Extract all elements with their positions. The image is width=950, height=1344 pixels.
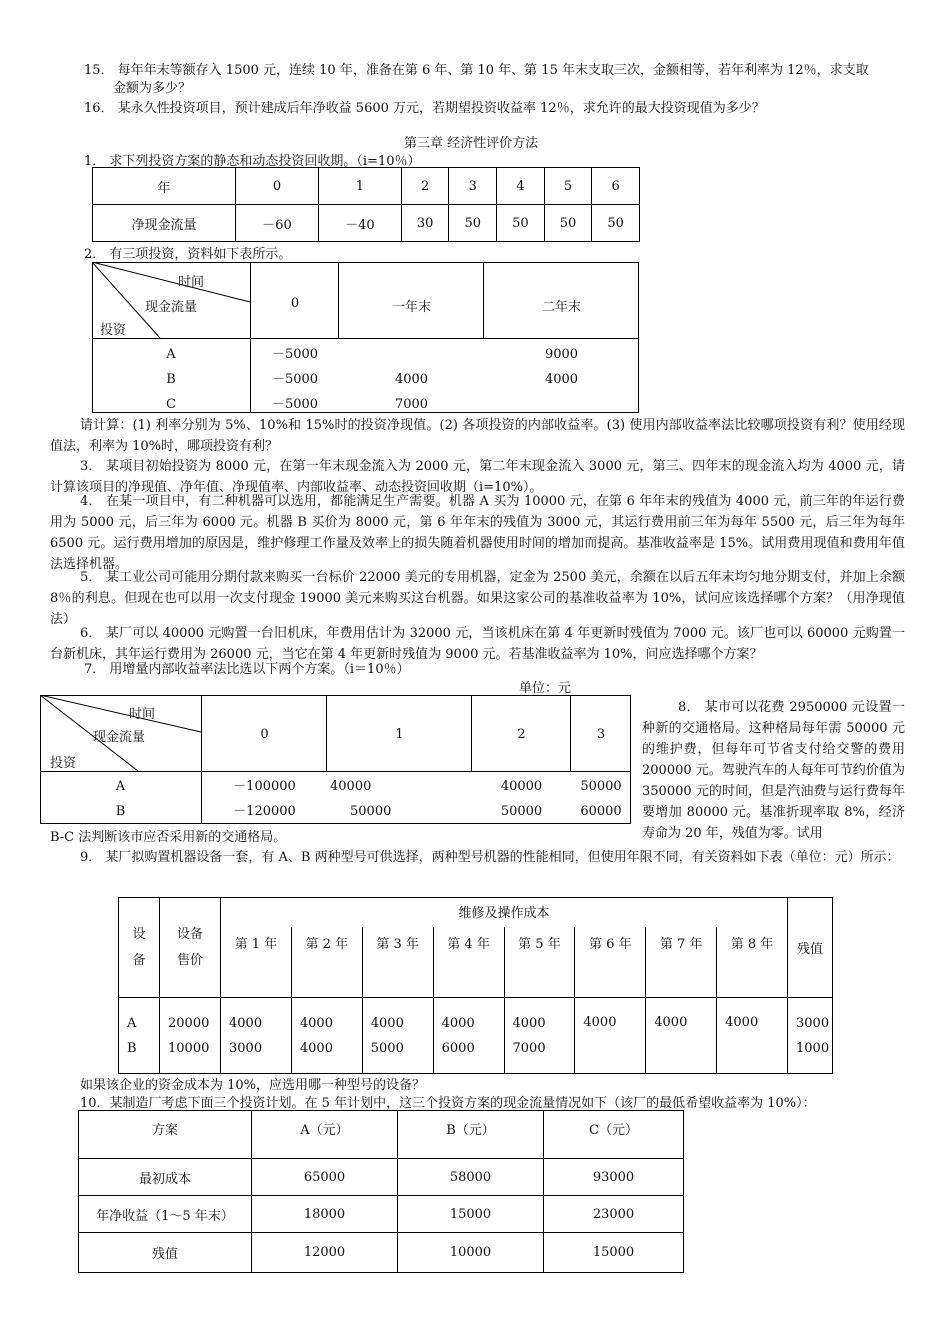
q9-cost-col [433, 998, 504, 1074]
q9-table [118, 897, 833, 1074]
q9-cost-col [646, 998, 717, 1074]
p1-year: 4 [497, 168, 545, 205]
q9-cost: 4000 [512, 1015, 546, 1031]
p2-row-names [92, 342, 250, 417]
q7-diag-cash: 现金流量 [93, 730, 146, 745]
q9-question: 9． 某厂拟购置机器设备一套，有 A、B 两种型号可供选择，两种型号机器的性能相同，但使用年限不同，有关资料如下表（单位：元）所示： [80, 850, 900, 865]
q7-col2-values [472, 774, 571, 824]
q9-cost-col [504, 998, 575, 1074]
q10-header: 方案 [79, 1111, 252, 1159]
q7-col0-values [202, 774, 327, 824]
q7-cell: －120000 [233, 804, 296, 819]
p1-value: 50 [497, 205, 545, 242]
p1-value: －60 [236, 205, 319, 242]
q9-cost: 4000 [725, 1015, 759, 1030]
q9-h-price [160, 898, 221, 998]
q7-cell: 40000 [500, 779, 543, 794]
q9-after: 如果该企业的资金成本为 10%，应选用哪一种型号的设备？ [80, 1078, 426, 1093]
p1-value: 50 [544, 205, 592, 242]
q9-h-device-2: 备 [132, 952, 146, 968]
p1-year: 6 [592, 168, 640, 205]
q9-year: 第 4 年 [433, 927, 504, 998]
p2-cell: 9000 [544, 347, 579, 362]
q9-cost: 4000 [441, 1015, 475, 1031]
q9-h-price-2: 售价 [176, 952, 203, 968]
q7-col: 2 [517, 727, 526, 742]
q9-prices [160, 998, 221, 1074]
chapter-title: 第三章 经济性评价方法 [404, 136, 539, 151]
p2-cell: －5000 [271, 397, 319, 412]
q7-diag-time: 时间 [129, 707, 156, 722]
q9-salvage: 1000 [796, 1040, 830, 1056]
q8-tail: B-C 法判断该市应否采用新的交通格局。 [50, 830, 287, 845]
q7-diag-inv: 投资 [50, 756, 77, 771]
q9-year: 第 1 年 [221, 927, 292, 998]
p2-cell: －5000 [271, 347, 319, 362]
q10-question: 10．某制造厂考虑下面三个投资计划。在 5 年计划中，这三个投资方案的现金流量情况如下（该厂的最低希望收益率为 10%）： [80, 1096, 816, 1111]
q9-cost: 4000 [654, 1015, 688, 1030]
p2-col2-values [484, 342, 639, 417]
q7-row-name: A [115, 779, 126, 794]
q9-cost: 4000 [299, 1015, 333, 1031]
q7-col: 3 [596, 727, 606, 742]
p2-col: 一年末 [391, 300, 431, 315]
q7-col3-values [571, 774, 631, 824]
q10-cell: 10000 [398, 1233, 544, 1273]
q7-row-name: B [115, 804, 126, 819]
q9-price: 20000 [168, 1015, 210, 1031]
q8-text: 8． 某市可以花费 2950000 元设置一种新的交通格局。这种格局每年需 50000 元的维护费，但每年可节省支付给交警的费用 200000 元。驾驶汽车的人每年可节约价值为 350000 元的时间，但是汽油费与运行费每年要增加 80000 元。基准折现率取 8%，经济寿命为 20 年，残值为零。试用 [642, 700, 905, 841]
q9-cost-col [291, 998, 362, 1074]
q7-cell: －100000 [233, 779, 296, 794]
p2-diag-inv: 投资 [100, 323, 127, 338]
q9-cost: 4000 [299, 1040, 333, 1056]
p2-table [92, 262, 639, 413]
p2-cell: 7000 [394, 397, 429, 412]
q9-year: 第 3 年 [362, 927, 433, 998]
q9-year: 第 5 年 [504, 927, 575, 998]
q7-cell: 60000 [580, 804, 622, 819]
p2-diag-cash: 现金流量 [145, 300, 198, 315]
q10-header: C（元） [544, 1111, 684, 1159]
q9-cost: 4000 [583, 1015, 617, 1030]
q9-year: 第 8 年 [717, 927, 788, 998]
q7-cell: 40000 [330, 779, 372, 794]
q15-line2: 金额为多少？ [113, 81, 192, 96]
q9-cost: 7000 [512, 1040, 546, 1056]
q7-question: 7． 用增量内部收益率法比选以下两个方案。（i＝10％） [84, 662, 410, 677]
q16-text: 16． 某永久性投资项目，预计建成后年净收益 5600 万元，若期望投资收益率 12％，求允许的最大投资现值为多少？ [84, 101, 765, 116]
p2-col: 二年末 [541, 300, 581, 315]
p1-value: 50 [592, 205, 640, 242]
q10-row-label: 年净收益（1～5 年末） [79, 1196, 252, 1233]
p2-row-name: C [166, 397, 176, 412]
p2-diag-time: 时间 [178, 275, 205, 290]
q9-h-device [119, 898, 160, 998]
q9-cost-col [362, 998, 433, 1074]
p2-cell [484, 392, 639, 417]
p2-row-name: B [166, 372, 176, 387]
q10-cell: 15000 [544, 1233, 684, 1273]
p1-year: 1 [318, 168, 401, 205]
q7-row-names [40, 774, 201, 824]
q10-row-label: 最初成本 [79, 1159, 252, 1196]
q7-unit: 单位：元 [519, 681, 572, 696]
q9-cost: 6000 [441, 1040, 475, 1056]
q10-header: B（元） [398, 1111, 544, 1159]
q10-cell: 12000 [252, 1233, 398, 1273]
q9-cost: 3000 [229, 1040, 263, 1056]
p2-cell: 4000 [394, 372, 429, 387]
q9-price: 10000 [168, 1040, 210, 1056]
p1-question: 1． 求下列投资方案的静态和动态投资回收期。（i=10％） [84, 154, 421, 169]
p1-value: －40 [318, 205, 401, 242]
q10-cell: 23000 [544, 1196, 684, 1233]
p1-row-label: 净现金流量 [93, 205, 236, 242]
p1-year: 5 [544, 168, 592, 205]
p2-row-name: A [166, 347, 176, 362]
q7-table [40, 695, 631, 824]
p1-header-label: 年 [93, 168, 236, 205]
q9-cost: 5000 [370, 1040, 404, 1056]
p1-value: 30 [401, 205, 449, 242]
q9-h-cost: 维修及操作成本 [221, 898, 788, 927]
q9-cost: 4000 [229, 1015, 263, 1031]
q9-salvage: 3000 [796, 1015, 830, 1031]
q10-table [78, 1110, 684, 1273]
q10-cell: 58000 [398, 1159, 544, 1196]
q7-cell: 50000 [350, 804, 392, 819]
q9-cost-col [717, 998, 788, 1074]
p2-col0-values [251, 342, 339, 417]
p2-cell: －5000 [271, 372, 319, 387]
p1-year: 3 [449, 168, 497, 205]
q10-row-label: 残值 [79, 1233, 252, 1273]
q7-cell: 50000 [580, 779, 622, 794]
q15-line1: 15． 每年年末等额存入 1500 元，连续 10 年，准备在第 6 年、第 10 年、第 15 年末支取三次，金额相等，若年利率为 12％，求支取 [84, 63, 869, 78]
q7-col1-values [330, 774, 472, 824]
q10-cell: 18000 [252, 1196, 398, 1233]
q6-text: 6． 某厂可以 40000 元购置一台旧机床，年费用估计为 32000 元，当该机床在第 4 年更新时残值为 7000 元。该厂也可以 60000 元购置一台新机床，其年运行费用为 26000 元，当它在第 4 年更新时残值为 9000 元。若基准收益率为 10%，问应选择哪个方案？ [50, 626, 905, 662]
q9-h-price-1: 设备 [176, 926, 203, 942]
q9-row-names [119, 998, 160, 1074]
q9-h-device-1: 设 [132, 926, 146, 942]
p1-table [92, 167, 640, 242]
p2-cell: 4000 [544, 372, 579, 387]
q7-col: 0 [260, 727, 269, 742]
p2-col1-values [339, 342, 484, 417]
q9-row-name: B [127, 1040, 137, 1056]
q10-cell: 15000 [398, 1196, 544, 1233]
q9-cost-col [221, 998, 292, 1074]
q9-salvage-col [788, 998, 833, 1074]
q10-cell: 93000 [544, 1159, 684, 1196]
q9-year: 第 2 年 [291, 927, 362, 998]
p1-year: 0 [236, 168, 319, 205]
q10-cell: 65000 [252, 1159, 398, 1196]
p1-year: 2 [401, 168, 449, 205]
q9-year: 第 7 年 [646, 927, 717, 998]
p2-cell [339, 342, 484, 367]
p2-col: 0 [290, 296, 300, 311]
q9-year: 第 6 年 [575, 927, 646, 998]
q7-cell: 50000 [500, 804, 543, 819]
q5-text: 5． 某工业公司可能用分期付款来购买一台标价 22000 美元的专用机器，定金为 2500 美元，余额在以后五年末均匀地分期支付，并加上余额 8％的利息。但现在也可以用一次支付现金 19000 美元来购买这台机器。如果这家公司的基准收益率为 10%，试问应该选择哪个方案？（用净现值法） [50, 570, 905, 627]
q10-header: A（元） [252, 1111, 398, 1159]
q3-text: 3． 某项目初始投资为 8000 元，在第一年末现金流入为 2000 元，第二年末现金流入 3000 元，第三、四年末的现金流入均为 4000 元，请计算该项目的净现值、净年值、净现值率、内部收益率、动态投资回收期（i=10%）。 [50, 459, 905, 495]
q9-cost: 4000 [370, 1015, 404, 1031]
q9-row-name: A [127, 1015, 137, 1031]
q9-h-salvage: 残值 [788, 898, 833, 998]
q7-col: 1 [395, 727, 404, 742]
p2-question: 2． 有三项投资，资料如下表所示。 [84, 247, 292, 262]
q4-text: 4． 在某一项目中，有二种机器可以选用，都能满足生产需要。机器 A 买为 10000 元，在第 6 年年末的残值为 4000 元，前三年的年运行费用为 5000 元，后三年为 6000 元。机器 B 买价为 8000 元，第 6 年年末的残值为 3000 元，其运行费用前三年为每年 5500 元，后三年为每年 6500 元。运行费用增加的原因是，维护修理工作量及效率上的损失随着机器使用时间的增加而提高。基准收益率是 15%。试用费用现值和费用年值法选择机器。 [50, 494, 905, 572]
q9-cost-col [575, 998, 646, 1074]
p2-after: 请计算：(1) 利率分别为 5%、10%和 15%时的投资净现值。(2) 各项投资的内部收益率。(3) 使用内部收益率法比较哪项投资有利？使用经现值法，利率为 10%时，哪项投资有利？ [50, 418, 905, 454]
p1-value: 50 [449, 205, 497, 242]
